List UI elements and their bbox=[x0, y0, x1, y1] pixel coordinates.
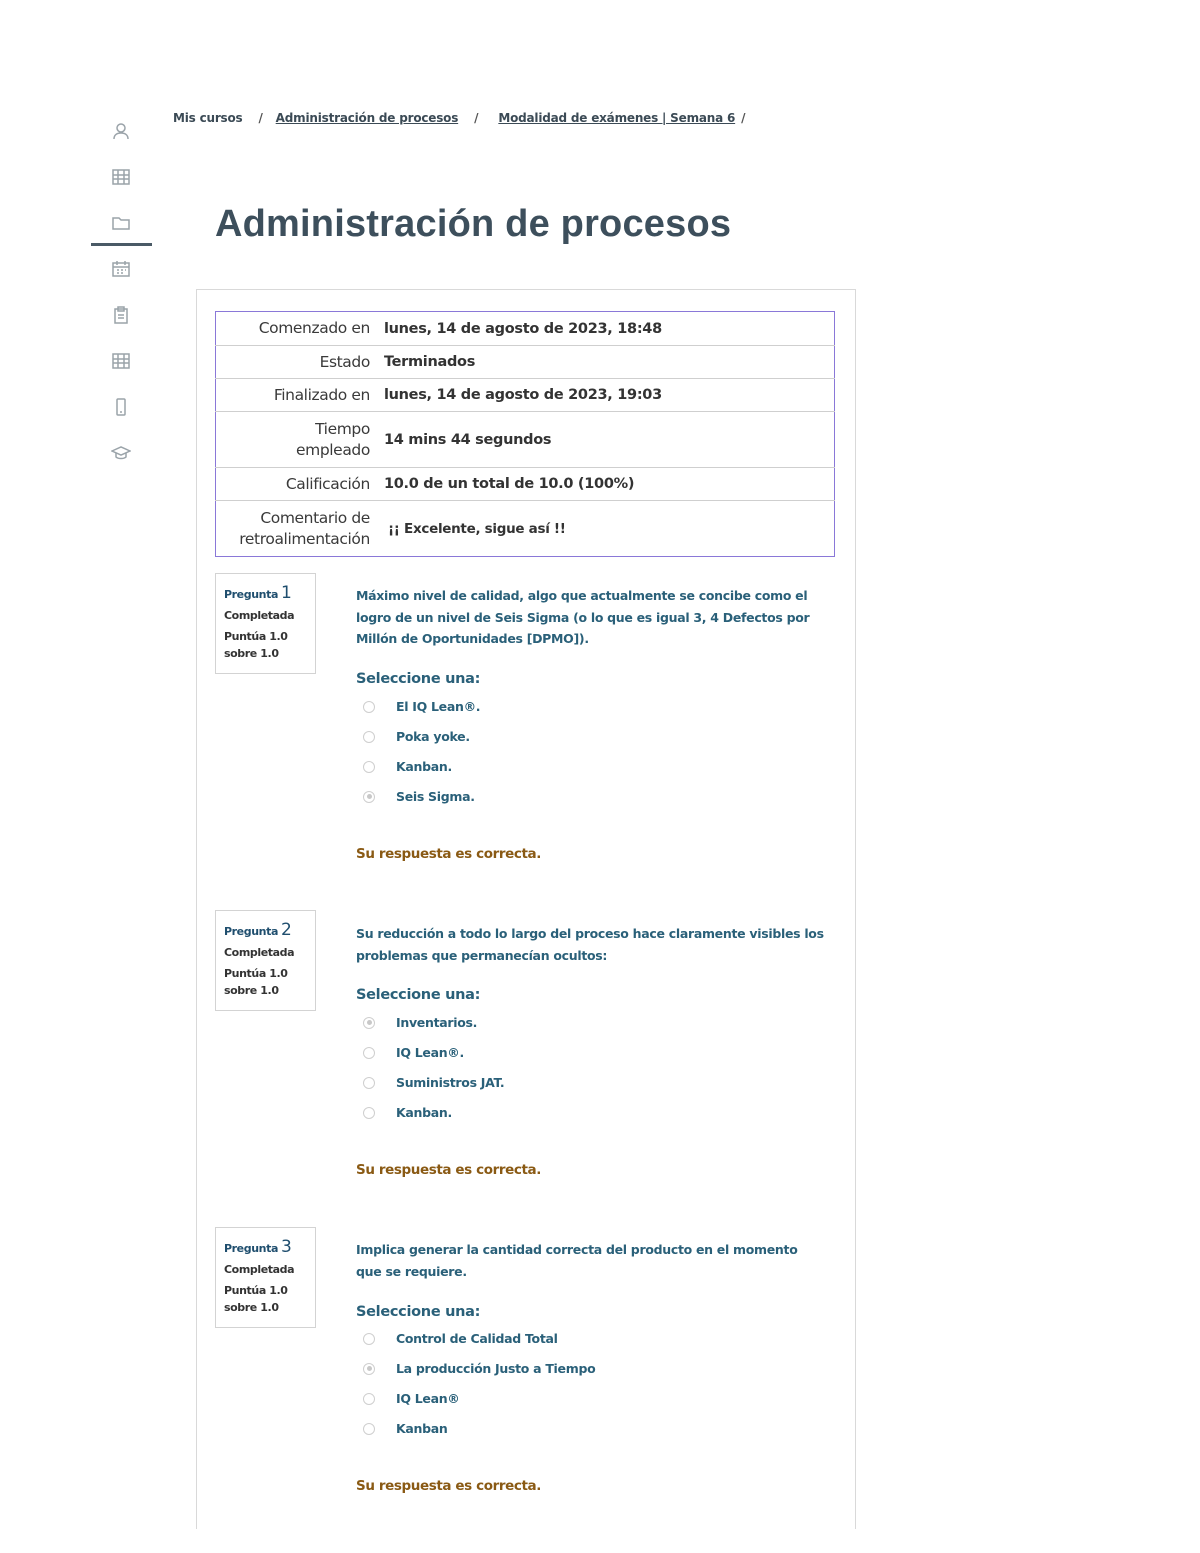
answer-option-3a[interactable] bbox=[363, 1331, 558, 1346]
question-info-1 bbox=[215, 573, 316, 674]
breadcrumb-my-courses[interactable]: Mis cursos bbox=[173, 111, 243, 125]
radio-button[interactable] bbox=[363, 1423, 375, 1435]
question-info-2 bbox=[215, 910, 316, 1011]
folder-icon bbox=[111, 213, 131, 233]
sidebar-item-folder[interactable] bbox=[90, 200, 152, 246]
question-text-1: Máximo nivel de calidad, algo que actualmente se concibe como el logro de un nivel de Seis Sigma (o lo que es igual 3, 4 Defectos por Millón de Oportunidades [DPMO]). bbox=[356, 588, 810, 646]
question-label: Pregunta bbox=[224, 1242, 278, 1255]
page-title: Administración de procesos bbox=[215, 203, 732, 245]
summary-row-feedback bbox=[216, 501, 835, 557]
breadcrumb-separator: / bbox=[474, 111, 479, 125]
question-number bbox=[224, 1237, 315, 1257]
summary-value: lunes, 14 de agosto de 2023, 19:03 bbox=[383, 387, 662, 403]
question-prompt-2: Seleccione una: bbox=[356, 987, 481, 1003]
answer-option-3b[interactable] bbox=[363, 1361, 595, 1376]
answer-label: La producción Justo a Tiempo bbox=[396, 1361, 596, 1376]
question-state: Completada bbox=[224, 1263, 295, 1276]
answer-label: IQ Lean®. bbox=[396, 1045, 464, 1060]
answer-option-2b[interactable] bbox=[363, 1045, 464, 1060]
question-feedback-2: Su respuesta es correcta. bbox=[356, 1162, 541, 1178]
sidebar-item-calendar[interactable] bbox=[90, 246, 152, 292]
answer-option-1d[interactable] bbox=[363, 789, 475, 804]
summary-label: Comenzado en bbox=[258, 319, 370, 337]
question-state: Completada bbox=[224, 946, 295, 959]
answer-option-1b[interactable] bbox=[363, 729, 470, 744]
answer-label: Poka yoke. bbox=[396, 729, 470, 744]
answer-option-3d[interactable] bbox=[363, 1421, 448, 1436]
answer-label: Inventarios. bbox=[396, 1015, 478, 1030]
breadcrumb-separator: / bbox=[258, 111, 263, 125]
question-prompt-3: Seleccione una: bbox=[356, 1304, 481, 1320]
summary-value: 14 mins 44 segundos bbox=[383, 431, 552, 448]
question-label: Pregunta bbox=[224, 588, 278, 601]
radio-button[interactable] bbox=[363, 761, 375, 773]
radio-button-selected[interactable] bbox=[363, 1363, 375, 1375]
sidebar-item-courses[interactable] bbox=[90, 154, 152, 200]
summary-row-time-taken bbox=[216, 412, 835, 468]
question-feedback-1: Su respuesta es correcta. bbox=[356, 846, 541, 862]
summary-value: lunes, 14 de agosto de 2023, 18:48 bbox=[383, 320, 662, 337]
breadcrumb bbox=[173, 111, 758, 125]
summary-row-state bbox=[216, 346, 835, 379]
radio-button[interactable] bbox=[363, 1047, 375, 1059]
summary-label: Finalizado en bbox=[273, 385, 370, 404]
answer-label: Kanban. bbox=[396, 1105, 452, 1120]
question-grade: Puntúa 1.0 sobre 1.0 bbox=[224, 1284, 288, 1314]
calendar-icon bbox=[111, 259, 131, 279]
question-number-value: 2 bbox=[280, 920, 292, 940]
answer-option-2a[interactable] bbox=[363, 1015, 477, 1030]
attempt-summary-table bbox=[215, 311, 835, 557]
answer-label: Control de Calidad Total bbox=[396, 1331, 558, 1346]
clipboard-icon bbox=[111, 305, 131, 325]
question-text-2: Su reducción a todo lo largo del proceso hace claramente visibles los problemas que permanecían ocultos: bbox=[356, 926, 824, 963]
sidebar-item-clipboard[interactable] bbox=[90, 292, 152, 338]
summary-row-finished bbox=[216, 379, 835, 412]
radio-button[interactable] bbox=[363, 701, 375, 713]
question-number-value: 3 bbox=[280, 1237, 292, 1257]
answer-label: Seis Sigma. bbox=[396, 789, 475, 804]
answer-option-2c[interactable] bbox=[363, 1075, 504, 1090]
question-grade: Puntúa 1.0 sobre 1.0 bbox=[224, 630, 288, 660]
user-icon bbox=[111, 121, 131, 141]
answer-label: El IQ Lean®. bbox=[396, 699, 481, 714]
question-state: Completada bbox=[224, 609, 295, 622]
summary-row-grade bbox=[216, 468, 835, 501]
sidebar-nav bbox=[90, 108, 152, 476]
sidebar-item-grades[interactable] bbox=[90, 430, 152, 476]
answer-label: IQ Lean® bbox=[396, 1391, 460, 1406]
radio-button-selected[interactable] bbox=[363, 791, 375, 803]
summary-label: Tiempo empleado bbox=[296, 419, 370, 459]
answer-label: Kanban. bbox=[396, 759, 452, 774]
summary-value: 10.0 de un total de 10.0 (100%) bbox=[383, 476, 635, 492]
answer-option-1c[interactable] bbox=[363, 759, 452, 774]
breadcrumb-separator: / bbox=[741, 111, 746, 125]
answer-option-3c[interactable] bbox=[363, 1391, 460, 1406]
summary-label: Estado bbox=[319, 352, 370, 371]
breadcrumb-section[interactable]: Modalidad de exámenes | Semana 6 bbox=[498, 111, 736, 125]
summary-label: Comentario de retroalimentación bbox=[239, 508, 370, 548]
summary-row-started bbox=[216, 312, 835, 346]
breadcrumb-course[interactable]: Administración de procesos bbox=[275, 111, 459, 125]
radio-button[interactable] bbox=[363, 1333, 375, 1345]
phone-icon bbox=[111, 397, 131, 417]
summary-value: Terminados bbox=[383, 354, 476, 370]
summary-label: Calificación bbox=[285, 474, 370, 493]
radio-button[interactable] bbox=[363, 1107, 375, 1119]
library-icon bbox=[111, 351, 131, 371]
sidebar-item-library[interactable] bbox=[90, 338, 152, 384]
question-label: Pregunta bbox=[224, 925, 278, 938]
summary-value: ¡¡ Excelente, sigue así !! bbox=[387, 520, 566, 537]
sidebar-item-user[interactable] bbox=[90, 108, 152, 154]
question-prompt-1: Seleccione una: bbox=[356, 671, 481, 687]
books-icon bbox=[111, 167, 131, 187]
answer-option-1a[interactable] bbox=[363, 699, 480, 714]
radio-button[interactable] bbox=[363, 1077, 375, 1089]
answer-label: Suministros JAT. bbox=[396, 1075, 505, 1090]
question-number-value: 1 bbox=[280, 583, 292, 603]
question-number bbox=[224, 920, 315, 940]
sidebar-item-mobile[interactable] bbox=[90, 384, 152, 430]
answer-option-2d[interactable] bbox=[363, 1105, 452, 1120]
graduation-cap-icon bbox=[111, 443, 131, 463]
question-feedback-3: Su respuesta es correcta. bbox=[356, 1478, 541, 1494]
question-text-3: Implica generar la cantidad correcta del producto en el momento que se requiere. bbox=[356, 1242, 798, 1279]
question-grade: Puntúa 1.0 sobre 1.0 bbox=[224, 967, 288, 997]
answer-label: Kanban bbox=[396, 1421, 448, 1436]
radio-button-selected[interactable] bbox=[363, 1017, 375, 1029]
question-number bbox=[224, 583, 315, 603]
radio-button[interactable] bbox=[363, 731, 375, 743]
question-info-3 bbox=[215, 1227, 316, 1328]
radio-button[interactable] bbox=[363, 1393, 375, 1405]
